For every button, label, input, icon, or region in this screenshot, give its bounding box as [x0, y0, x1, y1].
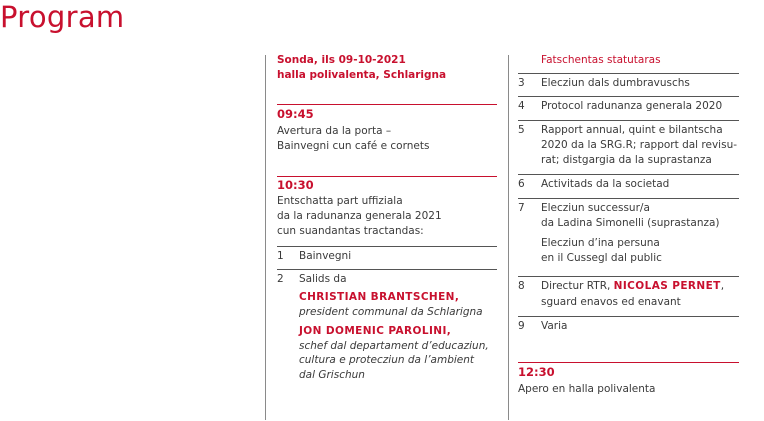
divider [277, 104, 497, 105]
text-line: Entschatta part uffiziala [277, 195, 403, 207]
divider [518, 198, 739, 199]
speaker-name: JON DOMENIC PAROLINI, [299, 325, 452, 337]
speaker-role: schef dal departament d’educaziun, [299, 340, 489, 352]
item-number: 9 [518, 320, 525, 332]
agenda-item: Rapport annual, quint e bilantscha [541, 124, 723, 136]
time-1230: 12:30 [518, 365, 555, 379]
item-number: 5 [518, 124, 525, 136]
agenda-item: Protocol radunanza generala 2020 [541, 100, 723, 112]
item-number: 4 [518, 100, 525, 112]
page-title: Program [0, 0, 125, 34]
agenda-item: Bainvegni [299, 250, 352, 262]
divider [518, 276, 739, 277]
item-number: 2 [277, 273, 284, 285]
agenda-item: Elecziun d’ina persuna [541, 237, 660, 249]
item-text: , [720, 280, 725, 292]
time-0945: 09:45 [277, 107, 314, 121]
divider [518, 96, 739, 97]
divider [518, 316, 739, 317]
text-line: Bainvegni cun café e cornets [277, 140, 430, 152]
agenda-item: sguard enavos ed enavant [541, 296, 681, 308]
divider [518, 120, 739, 121]
divider [518, 362, 739, 363]
item-number: 1 [277, 250, 284, 262]
speaker-name: CHRISTIAN BRANTSCHEN, [299, 291, 460, 303]
text-line: cun suandantas tractandas: [277, 225, 424, 237]
agenda-item: 2020 da la SRG.R; rapport dal revisu- [541, 139, 738, 151]
agenda-item: da Ladina Simonelli (suprastanza) [541, 217, 720, 229]
divider [277, 176, 497, 177]
agenda-item: en il Cussegl dal public [541, 252, 662, 264]
speaker-role: dal Grischun [299, 369, 365, 381]
item-text: Directur RTR, [541, 280, 614, 292]
item-number: 6 [518, 178, 525, 190]
agenda-item: Elecziun dals dumbravuschs [541, 77, 690, 89]
speaker-role: cultura e protecziun da l’ambient [299, 354, 475, 366]
agenda-item: Varia [541, 320, 568, 332]
event-place: halla polivalenta, Schlarigna [277, 69, 447, 81]
speaker-role: president communal da Schlarigna [299, 306, 483, 318]
agenda-item: Activitads da la societad [541, 178, 670, 190]
agenda-item: Salids da [299, 273, 347, 285]
text-line: Avertura da la porta – [277, 125, 392, 137]
divider [518, 174, 739, 175]
speaker-name: NICOLAS PERNET [613, 280, 721, 292]
left-column-divider [265, 55, 266, 420]
text-line: da la radunanza generala 2021 [277, 210, 442, 222]
time-1030: 10:30 [277, 178, 314, 192]
text-line: Apero en halla polivalenta [518, 383, 656, 395]
section-heading: Fatschentas statutaras [541, 54, 661, 66]
divider [518, 73, 739, 74]
item-number: 7 [518, 202, 525, 214]
event-date: Sonda, ils 09-10-2021 [277, 54, 406, 66]
divider [277, 269, 497, 270]
right-column-divider [508, 55, 509, 420]
item-number: 8 [518, 280, 525, 292]
agenda-item [541, 279, 724, 294]
item-number: 3 [518, 77, 525, 89]
agenda-item: Elecziun successur/a [541, 202, 650, 214]
agenda-item: rat; distgargia da la suprastanza [541, 154, 712, 166]
divider [277, 246, 497, 247]
